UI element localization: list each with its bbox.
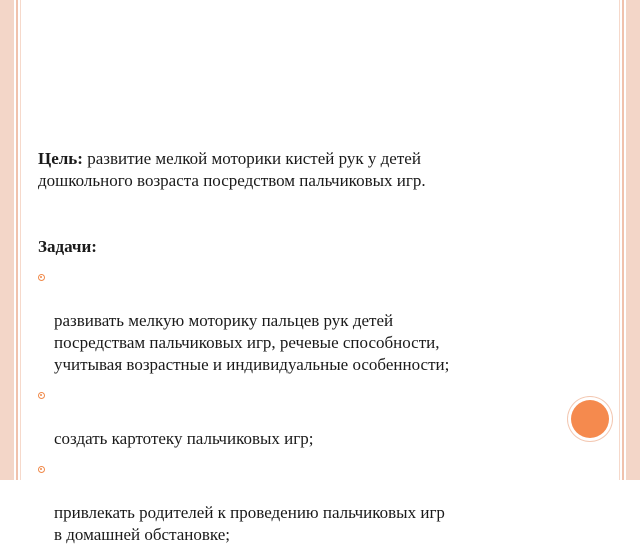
task-item [38, 266, 578, 376]
tasks-list [38, 266, 578, 546]
task-text: создать картотеку пальчиковых игр; [54, 429, 314, 448]
right-decorative-band [626, 0, 640, 480]
bullet-icon [38, 392, 45, 399]
slide-content [38, 148, 578, 554]
task-item [38, 384, 578, 450]
goal-text-line1: развитие мелкой моторики кистей рук у детей [82, 149, 421, 168]
task-text: привлекать родителей к проведению пальчиковых игр в домашней обстановке; [54, 503, 445, 544]
goal-label: Цель: [38, 149, 83, 168]
left-decorative-line [16, 0, 18, 480]
task-text: развивать мелкую моторику пальцев рук детей посредствам пальчиковых игр, речевые способности, учитывая возрастные и индивидуальные особенности; [54, 311, 450, 374]
left-decorative-band [0, 0, 14, 480]
bullet-icon [38, 466, 45, 473]
task-item [38, 458, 578, 546]
bullet-icon [38, 274, 45, 281]
goal-paragraph [38, 148, 578, 192]
right-decorative-line-thin [619, 0, 620, 480]
left-decorative-line-thin [20, 0, 21, 480]
tasks-title: Задачи: [38, 237, 97, 256]
goal-text-line2: дошкольного возраста посредством пальчиковых игр. [38, 171, 426, 190]
right-decorative-line [622, 0, 624, 480]
